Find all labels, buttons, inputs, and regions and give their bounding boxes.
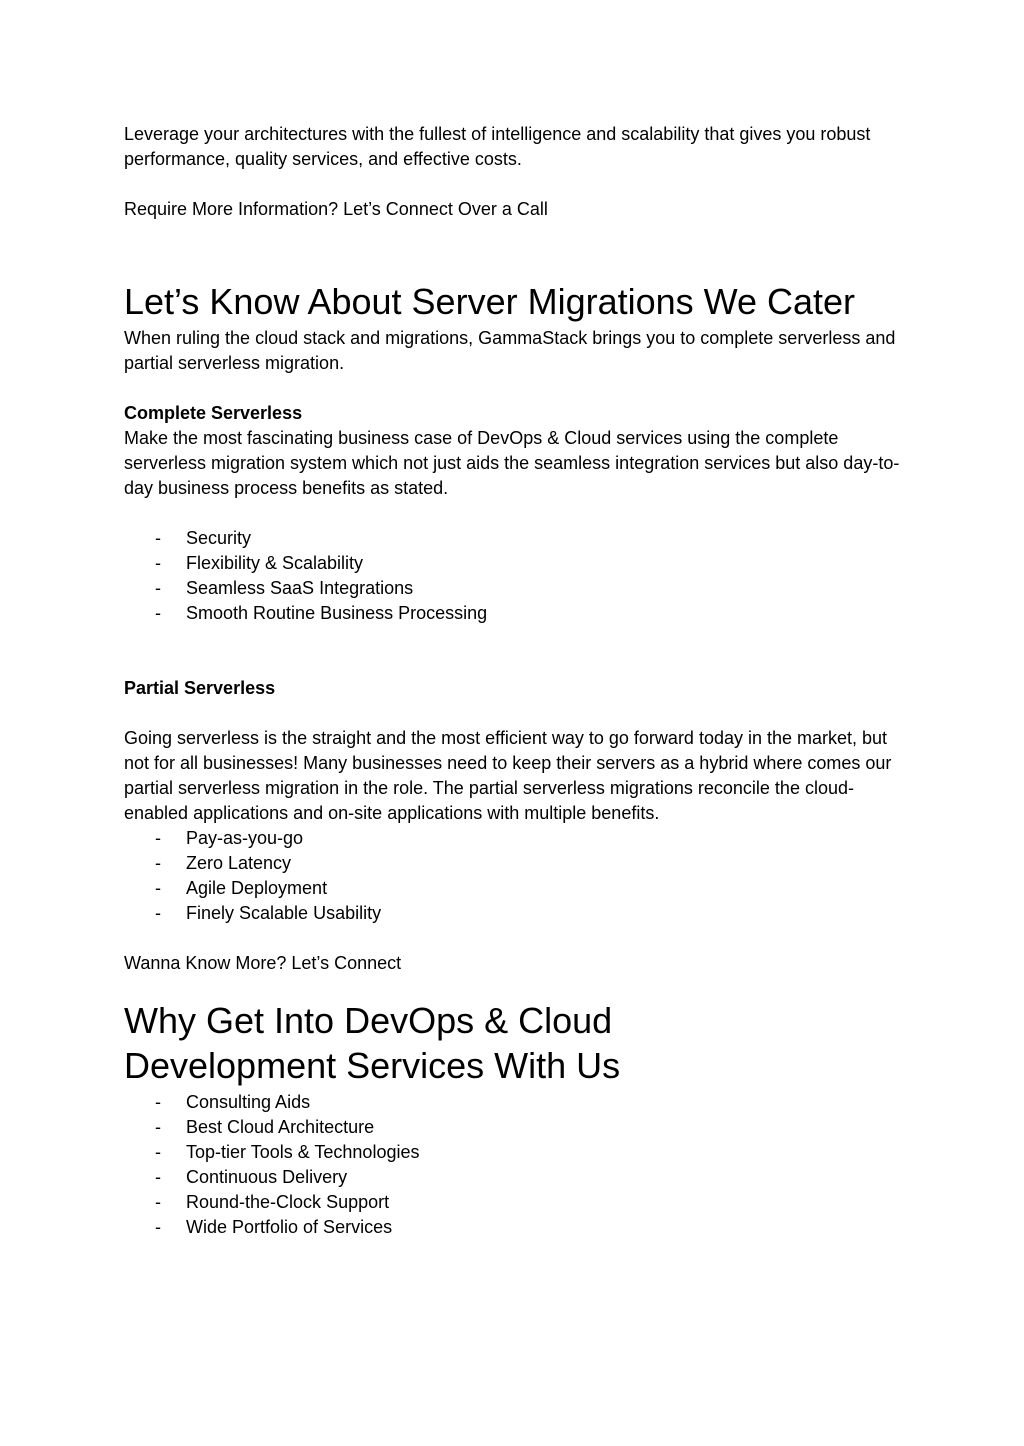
complete-serverless-title [124, 401, 914, 426]
dash-marker: - [155, 903, 161, 923]
list-item [124, 1115, 914, 1140]
dash-marker: - [155, 553, 161, 573]
list-item [124, 1090, 914, 1115]
dash-marker: - [155, 528, 161, 548]
complete-serverless-list [124, 526, 914, 626]
migrations-intro: When ruling the cloud stack and migrations, GammaStack brings you to complete serverless and partial serverless migration. [124, 328, 896, 373]
intro-paragraph: Leverage your architectures with the fullest of intelligence and scalability that gives you robust performance, quality services, and effective costs. [124, 124, 871, 169]
list-item [124, 1190, 914, 1215]
dash-marker: - [155, 1167, 161, 1187]
list-item-text: Continuous Delivery [186, 1167, 348, 1187]
list-item [124, 1165, 914, 1190]
dash-marker: - [155, 1217, 161, 1237]
intro-cta: Require More Information? Let’s Connect Over a Call [124, 199, 548, 219]
dash-marker: - [155, 828, 161, 848]
list-item-text: Security [186, 528, 252, 548]
list-item-text: Flexibility & Scalability [186, 553, 364, 573]
dash-marker: - [155, 1117, 161, 1137]
why-list [124, 1090, 914, 1240]
list-item [124, 601, 914, 626]
migrations-heading: Let’s Know About Server Migrations We Cater [124, 281, 856, 322]
dash-marker: - [155, 853, 161, 873]
list-item [124, 876, 914, 901]
list-item-text: Consulting Aids [186, 1092, 311, 1112]
why-heading: Why Get Into DevOps & Cloud Development Services With Us [124, 1000, 621, 1086]
partial-serverless-list [124, 826, 914, 926]
dash-marker: - [155, 603, 161, 623]
list-item-text: Top-tier Tools & Technologies [186, 1142, 420, 1162]
dash-marker: - [155, 1192, 161, 1212]
list-item-text: Pay-as-you-go [186, 828, 304, 848]
complete-serverless-description: Make the most fascinating business case of DevOps & Cloud services using the complete serverless migration system which not just aids the seamless integration services but also day-to-day business process benefits as stated. [124, 428, 900, 498]
dash-marker: - [155, 1142, 161, 1162]
list-item [124, 826, 914, 851]
list-item [124, 1215, 914, 1240]
dash-marker: - [155, 578, 161, 598]
list-item [124, 526, 914, 551]
list-item [124, 551, 914, 576]
document-page [124, 122, 914, 1240]
list-item [124, 576, 914, 601]
list-item-text: Round-the-Clock Support [186, 1192, 390, 1212]
partial-serverless-title-text: Partial Serverless [124, 678, 276, 698]
list-item [124, 901, 914, 926]
list-item-text: Wide Portfolio of Services [186, 1217, 393, 1237]
list-item-text: Smooth Routine Business Processing [186, 603, 488, 623]
list-item [124, 851, 914, 876]
list-item-text: Agile Deployment [186, 878, 328, 898]
list-item-text: Zero Latency [186, 853, 292, 873]
dash-marker: - [155, 1092, 161, 1112]
dash-marker: - [155, 878, 161, 898]
partial-serverless-description: Going serverless is the straight and the most efficient way to go forward today in the market, but not for all businesses! Many businesses need to keep their servers as a hybrid where comes our partial serverless migration in the role. The partial serverless migrations reconcile the cloud-enabled applications and on-site applications with multiple benefits. [124, 728, 892, 823]
complete-serverless-title-text: Complete Serverless [124, 403, 303, 423]
list-item-text: Finely Scalable Usability [186, 903, 382, 923]
migrations-cta: Wanna Know More? Let’s Connect [124, 953, 402, 973]
list-item-text: Seamless SaaS Integrations [186, 578, 414, 598]
partial-serverless-title [124, 676, 914, 701]
list-item-text: Best Cloud Architecture [186, 1117, 375, 1137]
list-item [124, 1140, 914, 1165]
